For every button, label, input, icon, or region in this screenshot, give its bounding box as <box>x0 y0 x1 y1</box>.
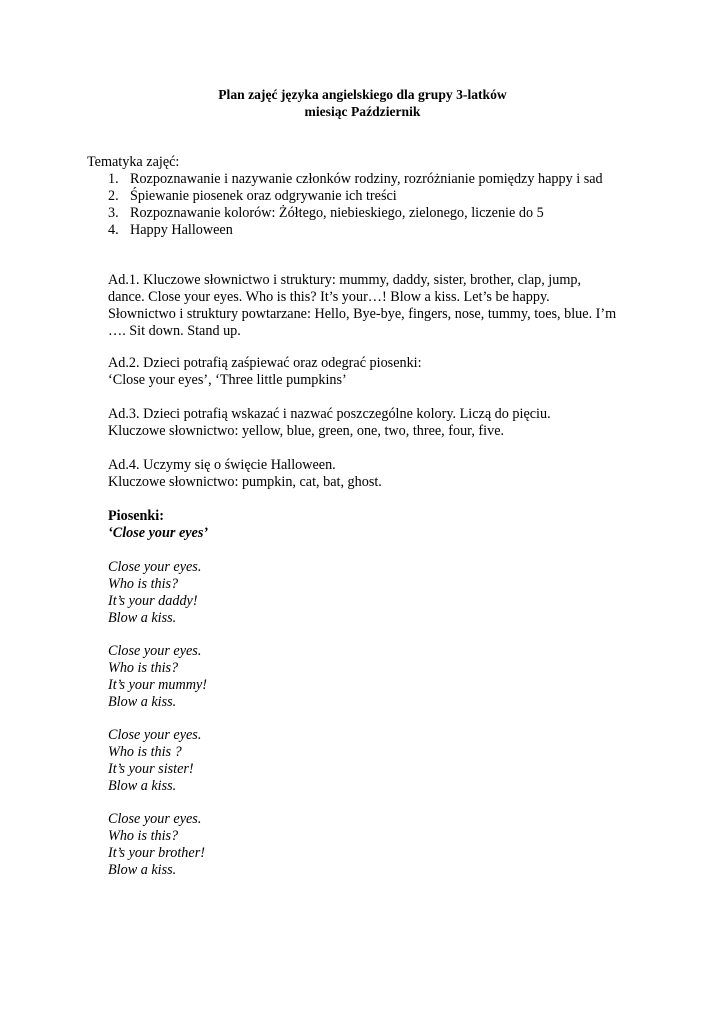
song-line: It’s your sister! <box>108 761 194 777</box>
ad1-paragraph <box>108 272 648 340</box>
list-item-number: 2. <box>108 188 119 204</box>
song-line: It’s your mummy! <box>108 677 208 693</box>
list-item-text: Śpiewanie piosenek oraz odgrywanie ich treści <box>130 188 397 204</box>
paragraph-line: Kluczowe słownictwo: pumpkin, cat, bat, ghost. <box>108 474 382 490</box>
paragraph-line: Ad.3. Dzieci potrafią wskazać i nazwać poszczególne kolory. Liczą do pięciu. <box>108 406 551 422</box>
paragraph-line: Kluczowe słownictwo: yellow, blue, green, one, two, three, four, five. <box>108 423 505 439</box>
song-title: ‘Close your eyes’ <box>108 525 209 541</box>
song-line: Blow a kiss. <box>108 610 177 626</box>
song-line: Who is this? <box>108 660 179 676</box>
page-subtitle: miesiąc Październik <box>304 104 421 119</box>
ad3-paragraph <box>108 406 648 440</box>
song-line: Close your eyes. <box>108 811 202 827</box>
song-line: Who is this? <box>108 576 179 592</box>
list-item-text: Rozpoznawanie i nazywanie członków rodziny, rozróżnianie pomiędzy happy i sad <box>130 171 603 187</box>
paragraph-line: Ad.4. Uczymy się o święcie Halloween. <box>108 457 336 473</box>
list-item-text: Rozpoznawanie kolorów: Żółtego, niebieskiego, zielonego, liczenie do 5 <box>130 205 544 221</box>
list-item-text: Happy Halloween <box>130 222 233 238</box>
song-line: Close your eyes. <box>108 727 202 743</box>
topics-label: Tematyka zajęć: <box>87 154 180 170</box>
paragraph-line: ‘Close your eyes’, ‘Three little pumpkins’ <box>108 372 347 388</box>
song-line: Close your eyes. <box>108 643 202 659</box>
paragraph-line: Słownictwo i struktury powtarzane: Hello, Bye-bye, fingers, nose, tummy, toes, blue. I’m <box>108 306 617 322</box>
page-title: Plan zajęć języka angielskiego dla grupy 3-latków <box>218 87 507 102</box>
ad4-paragraph <box>108 457 648 491</box>
paragraph-line: …. Sit down. Stand up. <box>108 323 241 339</box>
paragraph-line: Ad.2. Dzieci potrafią zaśpiewać oraz odegrać piosenki: <box>108 355 422 371</box>
song-stanza <box>108 811 205 879</box>
song-line: Blow a kiss. <box>108 778 177 794</box>
song-line: Blow a kiss. <box>108 862 177 878</box>
song-stanza <box>108 559 201 627</box>
paragraph-line: dance. Close your eyes. Who is this? It’s your…! Blow a kiss. Let’s be happy. <box>108 289 550 305</box>
song-line: Who is this? <box>108 828 179 844</box>
song-line: It’s your brother! <box>108 845 205 861</box>
ad2-paragraph <box>108 355 648 389</box>
song-line: It’s your daddy! <box>108 593 198 609</box>
song-line: Who is this ? <box>108 744 182 760</box>
list-item-number: 4. <box>108 222 119 238</box>
song-line: Blow a kiss. <box>108 694 177 710</box>
songs-heading: Piosenki: <box>108 508 164 524</box>
song-stanza <box>108 727 201 795</box>
song-stanza <box>108 643 207 711</box>
list-item-number: 3. <box>108 205 119 221</box>
paragraph-line: Ad.1. Kluczowe słownictwo i struktury: mummy, daddy, sister, brother, clap, jump, <box>108 272 582 288</box>
song-line: Close your eyes. <box>108 559 202 575</box>
list-item-number: 1. <box>108 171 119 187</box>
